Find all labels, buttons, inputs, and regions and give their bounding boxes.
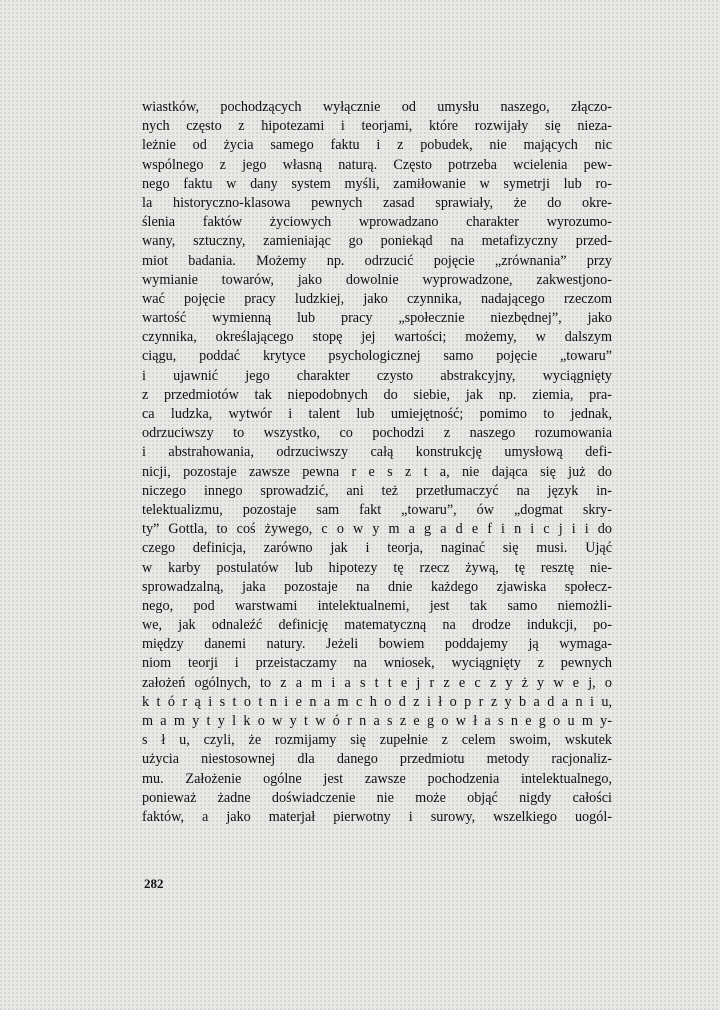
text-line: niom teorji i przeistaczamy na wniosek, wyciągnięty z pewnych [142,655,612,672]
text-line: niczego innego sprowadzić, ani też przetłumaczyć na język in- [142,482,612,499]
text-line: telektualizmu, pozostaje sam fakt „towaru”, ów „dogmat skry- [142,501,612,518]
text-line: mu. Założenie ogólne jest zawsze pochodzenia intelektualnego, [142,770,612,787]
text-line: sprowadzalną, jaka pozostaje na dnie każdego zjawiska społecz- [142,578,612,595]
text-line: wiastków, pochodzących wyłącznie od umysłu naszego, złączo- [142,99,612,115]
text-line: ty” Gottla, to coś żywego, c o w y m a g a d e f i n i c j i i do [142,521,612,538]
text-line: ponieważ żadne doświadczenie nie może objąć nigdy całości [142,789,612,806]
text-line: czego definicja, zarówno jak i teorja, naginać się musi. Ująć [142,540,612,557]
text-line: miot badania. Możemy np. odrzucić pojęcie „zrównania” przy [142,252,612,269]
text-line: wspólnego z jego własną naturą. Często potrzeba wcielenia pew- [142,156,612,173]
text-line: leżnie od życia samego faktu i z pobudek, nie mających nic [142,137,612,154]
text-line: k t ó r ą i s t o t n i e n a m c h o d z i ł o p r z y b a d a n i u, [142,693,612,710]
text-line: ca ludzka, wytwór i talent lub umiejętność; pomimo to jednak, [142,406,612,422]
text-line: założeń ogólnych, to z a m i a s t t e j r z e c z y ż y w e j, o [142,674,612,691]
text-line: ciągu, poddać krytyce psychologicznej samo pojęcie „towaru” [142,348,612,365]
text-line: we, jak odnaleźć definicję matematyczną na drodze indukcji, po- [142,617,612,634]
page-number: 282 [144,876,164,891]
text-line: nego faktu w dany system myśli, zamiłowanie w symetrji lub ro- [142,175,612,192]
text-line: nego, pod warstwami intelektualnemi, jest tak samo niemożli- [142,597,612,614]
text-line: wać pojęcie pracy ludzkiej, jako czynnika, nadającego rzeczom [142,290,612,307]
text-line: wartość wymienną lub pracy „społecznie niezbędnej”, jako [142,310,612,327]
text-line: ślenia faktów życiowych wprowadzano charakter wyrozumo- [142,214,612,231]
text-line: i ujawnić jego charakter czysto abstrakcyjny, wyciągnięty [142,367,612,384]
text-line: między danemi natury. Jeżeli bowiem poddajemy ją wymaga- [142,636,612,653]
text-line: s ł u, czyli, że rozmijamy się zupełnie z celem swoim, wskutek [142,732,612,749]
text-line: z przedmiotów tak niepodobnych do siebie, jak np. ziemia, pra- [142,386,612,403]
text-line: wymianie towarów, jako dowolnie wyprowadzone, zakwestjono- [142,271,612,288]
text-line: odrzuciwszy to wszystko, co pochodzi z naszego rozumowania [142,425,612,442]
text-line: m a m y t y l k o w y t w ó r n a s z e g o w ł a s n e g o u m y- [142,713,612,729]
text-line: la historyczno-klasowa pewnych zasad sprawiały, że do okre- [142,194,612,211]
body-text [142,98,612,827]
text-line: nych często z hipotezami i teorjami, które rozwijały się nieza- [142,118,612,135]
text-line: nicji, pozostaje zawsze pewna r e s z t a, nie dająca się już do [142,463,612,480]
text-line: czynnika, określającego stopę jej wartości; możemy, w dalszym [142,329,612,346]
text-line: i abstrahowania, odrzuciwszy całą konstrukcję umysłową defi- [142,444,612,461]
text-line: faktów, a jako materjał pierwotny i surowy, wszelkiego uogól- [142,808,612,825]
text-line: wany, sztuczny, zamieniając go poniekąd na metafizyczny przed- [142,233,612,250]
text-line: w karby postulatów lub hipotezy tę rzecz żywą, tę resztę nie- [142,559,612,576]
text-line: użycia niestosownej dla danego przedmiotu metody racjonaliz- [142,751,612,768]
